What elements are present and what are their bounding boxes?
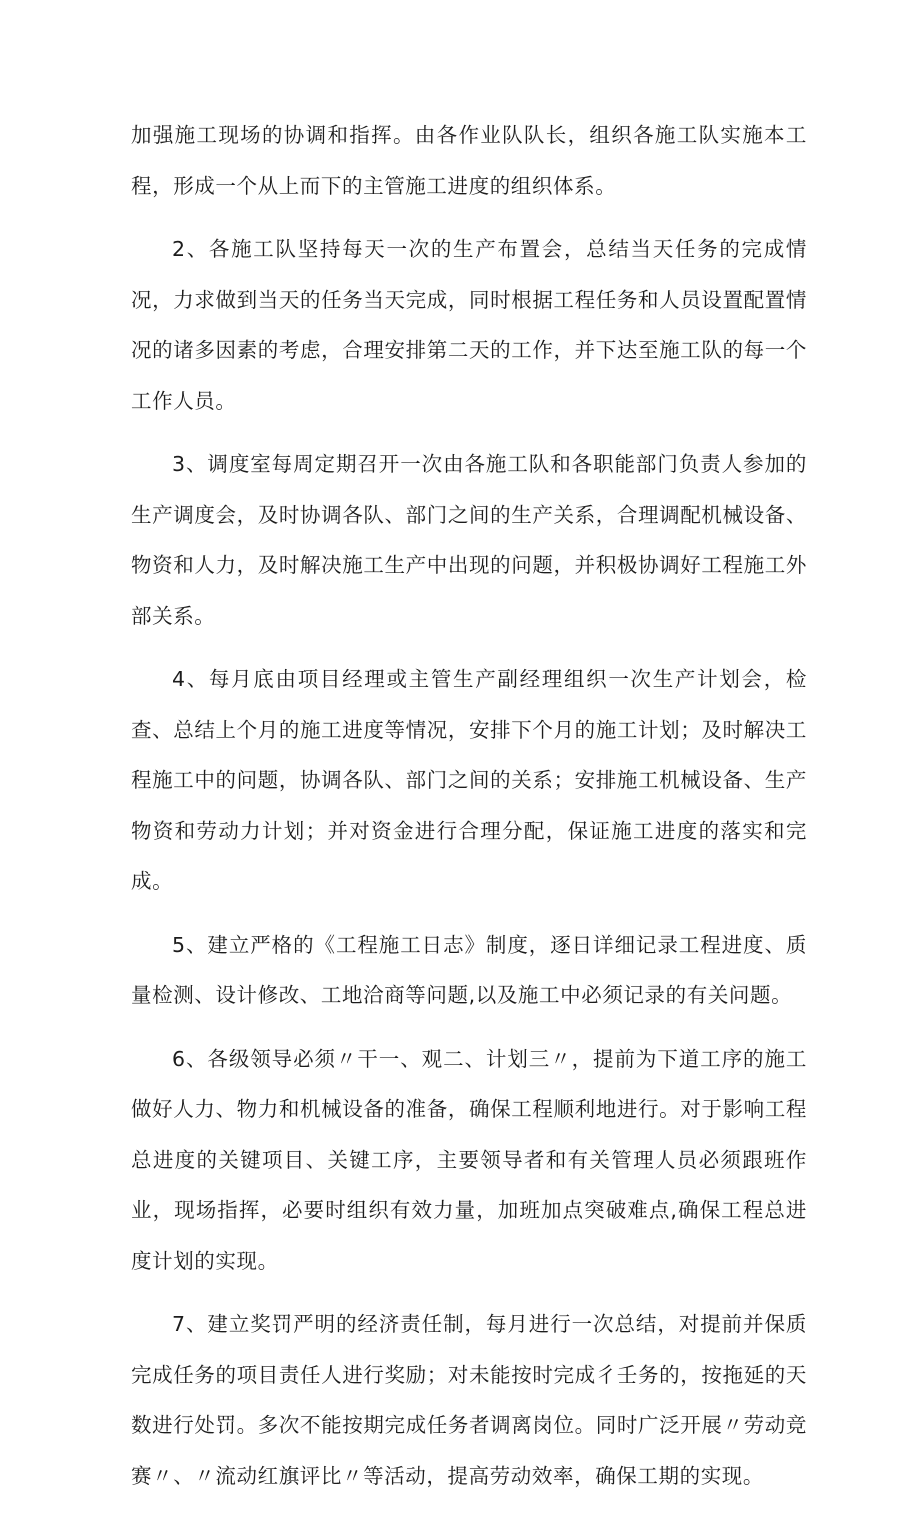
paragraph-item-4: 4、每月底由项目经理或主管生产副经理组织一次生产计划会，检查、总结上个月的施工进度等情况，安排下个月的施工计划；及时解决工程施工中的问题，协调各队、部门之间的关系；安排施工机械设备、生产物资和劳动力计划；并对资金进行合理分配，保证施工进度的落实和完成。 (131, 667, 807, 893)
paragraph-item-2: 2、各施工队坚持每天一次的生产布置会，总结当天任务的完成情况，力求做到当天的任务当天完成，同时根据工程任务和人员设置配置情况的诸多因素的考虑，合理安排第二天的工作，并下达至施工队的每一个工作人员。 (131, 237, 807, 413)
document-body (131, 110, 807, 1514)
paragraph-continuation: 加强施工现场的协调和指挥。由各作业队队长，组织各施工队实施本工程，形成一个从上而下的主管施工进度的组织体系。 (131, 123, 807, 198)
paragraph-item-6: 6、各级领导必须〃干一、观二、计划三〃，提前为下道工序的施工做好人力、物力和机械设备的准备，确保工程顺利地进行。对于影响工程总进度的关键项目、关键工序，主要领导者和有关管理人员必须跟班作业，现场指挥，必要时组织有效力量，加班加点突破难点,确保工程总进度计划的实现。 (131, 1046, 807, 1273)
paragraph-item-7: 7、建立奖罚严明的经济责任制，每月进行一次总结，对提前并保质完成任务的项目责任人进行奖励；对未能按时完成彳壬务的，按拖延的天数进行处罚。多次不能按期完成任务者调离岗位。同时广泛开展〃劳动竞赛〃、〃流动红旗评比〃等活动，提高劳动效率，确保工期的实现。 (131, 1312, 807, 1488)
paragraph-item-3: 3、调度室每周定期召开一次由各施工队和各职能部门负责人参加的生产调度会，及时协调各队、部门之间的生产关系，合理调配机械设备、物资和人力，及时解决施工生产中出现的问题，并积极协调好工程施工外部关系。 (131, 452, 807, 628)
paragraph-item-5: 5、建立严格的《工程施工日志》制度，逐日详细记录工程进度、质量检测、设计修改、工地洽商等问题,以及施工中必须记录的有关问题。 (131, 932, 807, 1007)
